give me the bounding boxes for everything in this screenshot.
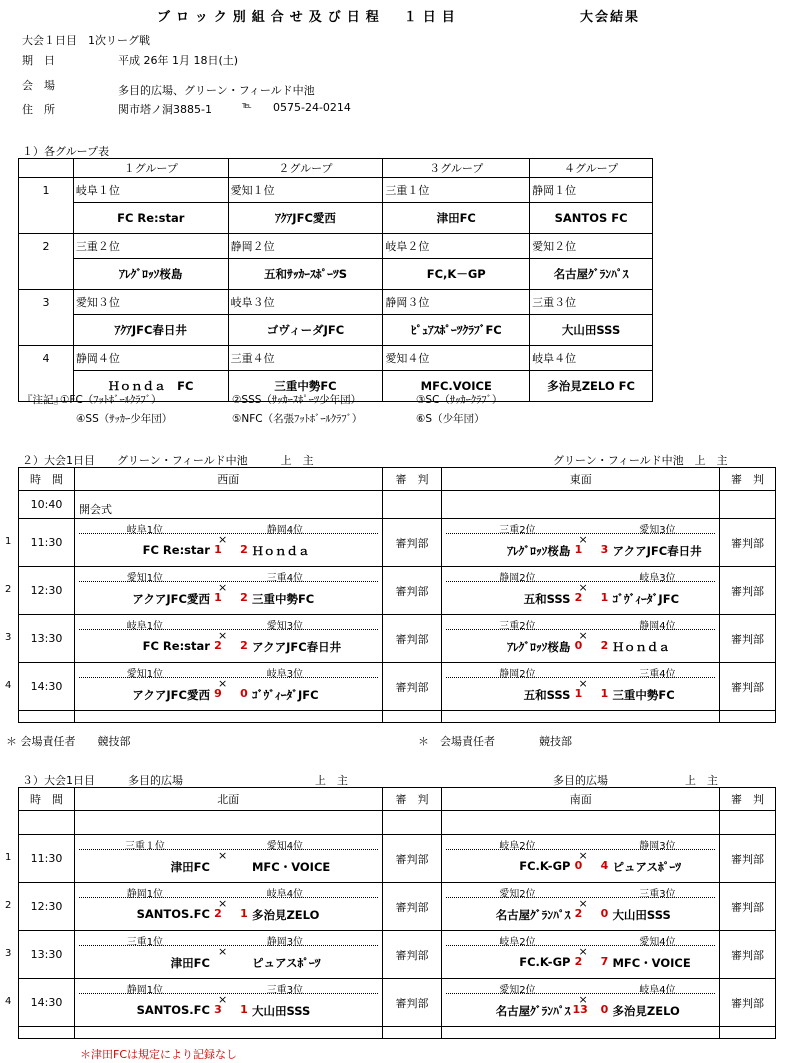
empty-cell: [19, 259, 74, 290]
empty-cell: [442, 1027, 720, 1039]
col-ref-header-2: 審 判: [720, 788, 776, 811]
group-seed: 岐阜４位: [530, 346, 653, 371]
group-team: ｱﾚｸﾞﾛｯｿ桜島: [73, 259, 228, 290]
score-b: 1: [240, 907, 248, 920]
team-a: 名古屋ｸﾞﾗﾝﾊﾟｽ: [495, 1004, 571, 1018]
tournament-line: 大会１日目 1次リーグ戦: [22, 34, 150, 47]
team-a: アクアJFC愛西: [132, 688, 210, 702]
score-a: 0: [574, 859, 583, 872]
seed-b: 三重3位: [639, 889, 676, 900]
match-cell: [75, 979, 382, 1026]
versus-mark: ×: [578, 849, 588, 862]
note-4: ④SS（ｻｯｶｰ少年団）: [76, 413, 173, 425]
seed-a: 三重1位: [126, 937, 164, 948]
score-a: 0: [574, 639, 583, 652]
seed-a: 岐阜2位: [499, 841, 536, 852]
score-a: 3: [214, 1003, 222, 1016]
versus-mark: ×: [578, 897, 588, 910]
seed-b: 静岡4位: [266, 525, 304, 536]
seed-b: 岐阜4位: [639, 985, 676, 996]
venue-label: 会 場: [22, 79, 55, 92]
empty-cell: [19, 315, 74, 346]
col-time-header: 時 間: [19, 788, 75, 811]
match-left: [74, 979, 382, 1027]
empty-cell: [720, 711, 776, 723]
col-ref-header-2: 審 判: [720, 468, 776, 491]
dotted-divider: [79, 677, 378, 678]
empty-cell: [442, 811, 720, 835]
group-seed: 三重１位: [383, 178, 530, 203]
match-right: [442, 883, 720, 931]
referee-left: 審判部: [382, 519, 442, 567]
team-a: SANTOS.FC: [136, 1003, 210, 1017]
seed-a: 静岡1位: [126, 889, 164, 900]
referee-right: 審判部: [720, 979, 776, 1027]
dotted-divider: [79, 993, 378, 994]
group-team: ゴヴィーダJFC: [228, 315, 383, 346]
group-row-number: 2: [19, 234, 74, 259]
referee-right: 審判部: [720, 615, 776, 663]
seed-a: 愛知2位: [499, 889, 536, 900]
section2-title-right: グリーン・フィールド中池 上 主: [553, 454, 728, 467]
match-cell: [442, 663, 719, 710]
versus-mark: ×: [578, 533, 588, 546]
empty-cell: [382, 711, 442, 723]
col-ref-header: 審 判: [382, 468, 442, 491]
tel-value: 0575-24-0214: [273, 101, 351, 114]
match-left: [74, 567, 382, 615]
address-label: 住 所: [22, 103, 55, 116]
tel-label: ℡: [242, 101, 252, 111]
venue-value: 多目的広場、グリーン・フィールド中池: [118, 84, 315, 97]
referee-right: 審判部: [720, 931, 776, 979]
match-time: 13:30: [30, 632, 63, 645]
match-left: [74, 663, 382, 711]
referee-right: 審判部: [720, 835, 776, 883]
match-number: 1: [5, 852, 12, 863]
footnote: ＊津田FCは規定により記録なし: [80, 1048, 238, 1061]
empty-cell: [382, 491, 442, 519]
notes-label: 『注記』: [22, 394, 64, 406]
score-b: 0: [240, 687, 248, 700]
seed-b: 愛知3位: [639, 525, 676, 536]
date-label: 期 日: [22, 54, 55, 67]
note-3: ③SC（ｻｯｶｰｸﾗﾌﾞ）: [416, 394, 503, 406]
match-time-cell: [5, 663, 75, 711]
empty-cell: [19, 1027, 75, 1039]
note-5: ⑤NFC（名張ﾌｯﾄﾎﾞｰﾙｸﾗﾌﾞ）: [232, 413, 363, 425]
referee-left: 審判部: [382, 567, 442, 615]
section3-title: ３）大会1日目 多目的広場 上 主: [22, 774, 348, 787]
note-6: ⑥S（少年団）: [416, 413, 485, 425]
match-number: 1: [5, 536, 12, 547]
seed-b: 岐阜3位: [266, 669, 304, 680]
group-team: MFC.VOICE: [383, 371, 530, 402]
match-number: 2: [5, 584, 12, 595]
match-cell: [75, 663, 382, 710]
score-a: 1: [574, 543, 583, 556]
team-a: 名古屋ｸﾞﾗﾝﾊﾟｽ: [495, 908, 571, 922]
group-row-number: 4: [19, 346, 74, 371]
group-seed: 静岡１位: [530, 178, 653, 203]
seed-a: 愛知1位: [126, 573, 164, 584]
empty-cell: [720, 811, 776, 835]
referee-left: 審判部: [382, 931, 442, 979]
empty-cell: [442, 711, 720, 723]
match-left: [74, 835, 382, 883]
col-ref-header: 審 判: [382, 788, 442, 811]
group-table: [18, 158, 653, 402]
match-number: 4: [5, 996, 12, 1007]
score-b: 0: [600, 1003, 609, 1016]
score-b: 2: [240, 639, 248, 652]
match-right: [442, 931, 720, 979]
match-time: 13:30: [30, 948, 63, 961]
team-b: 多治見ZELO: [612, 1004, 680, 1018]
seed-b: 愛知4位: [266, 841, 304, 852]
empty-cell: [74, 711, 382, 723]
team-b: アクアJFC春日井: [251, 640, 342, 654]
group-team: FC Re:star: [73, 203, 228, 234]
referee-right: 審判部: [720, 883, 776, 931]
referee-right: 審判部: [720, 663, 776, 711]
opening-time: 10:40: [19, 491, 75, 519]
referee-right: 審判部: [720, 519, 776, 567]
team-b: 三重中勢FC: [251, 592, 315, 606]
team-b: Ｈｏｎｄａ: [251, 544, 310, 558]
group-team: 津田FC: [383, 203, 530, 234]
match-time: 14:30: [30, 996, 63, 1009]
team-b: Ｈｏｎｄａ: [612, 640, 670, 654]
score-b: 0: [600, 907, 609, 920]
versus-mark: ×: [217, 849, 228, 862]
match-right: [442, 979, 720, 1027]
group-team: ﾋﾟｭｱｽﾎﾟｰﾂｸﾗﾌﾞFC: [383, 315, 530, 346]
team-b: ｺﾞｳﾞｨｰﾀﾞJFC: [612, 592, 680, 606]
col-west-header: 西面: [74, 468, 382, 491]
groups-title: １）各グループ表: [22, 145, 110, 158]
match-time: 11:30: [30, 852, 63, 865]
venue-manager-right: ＊ 会場責任者 競技部: [418, 735, 572, 748]
team-b: 多治見ZELO: [251, 908, 320, 922]
empty-cell: [720, 491, 776, 519]
team-a: FC Re:star: [142, 543, 210, 557]
versus-mark: ×: [217, 897, 228, 910]
referee-left: 審判部: [382, 663, 442, 711]
group-team: 多治見ZELO FC: [530, 371, 653, 402]
group-seed: 愛知３位: [73, 290, 228, 315]
empty-cell: [382, 1027, 442, 1039]
match-time: 12:30: [30, 584, 63, 597]
match-right: [442, 519, 720, 567]
match-cell: [442, 567, 719, 614]
match-cell: [75, 567, 382, 614]
address-value: 関市塔ノ洞3885-1: [118, 103, 212, 116]
seed-a: 愛知2位: [499, 985, 536, 996]
group-team: FC,K－GP: [383, 259, 530, 290]
match-left: [74, 615, 382, 663]
match-time-cell: [5, 615, 75, 663]
team-a: アクアJFC愛西: [132, 592, 210, 606]
seed-a: 岐阜1位: [126, 621, 164, 632]
match-cell: [75, 931, 382, 978]
score-b: 4: [600, 859, 609, 872]
score-b: 1: [600, 687, 609, 700]
team-a: 五和SSS: [523, 592, 571, 606]
score-a: 1: [214, 543, 222, 556]
team-a: FC Re:star: [142, 639, 210, 653]
dotted-divider: [79, 897, 378, 898]
group-seed: 愛知２位: [530, 234, 653, 259]
group-seed: 愛知４位: [383, 346, 530, 371]
seed-a: 愛知1位: [126, 669, 164, 680]
seed-a: 三重１位: [124, 841, 165, 852]
group-seed: 三重３位: [530, 290, 653, 315]
group-team: 五和ｻｯｶｰｽﾎﾟｰﾂS: [228, 259, 383, 290]
match-cell: [442, 931, 719, 978]
score-a: 2: [574, 591, 583, 604]
match-cell: [75, 615, 382, 662]
seed-a: 静岡1位: [126, 985, 164, 996]
team-b: MFC・VOICE: [612, 956, 691, 970]
score-b: 1: [240, 1003, 248, 1016]
match-number: 4: [5, 680, 12, 691]
team-b: ピュアスﾎﾟｰﾂ: [612, 860, 681, 874]
referee-left: 審判部: [382, 979, 442, 1027]
match-cell: [442, 979, 719, 1026]
match-time-cell: [5, 931, 75, 979]
group-seed: 静岡３位: [383, 290, 530, 315]
match-right: [442, 567, 720, 615]
seed-b: 静岡4位: [639, 621, 676, 632]
empty-cell: [382, 811, 442, 835]
seed-b: 岐阜3位: [639, 573, 676, 584]
page-title: ブロック別組合せ及び日程 １日目: [157, 10, 461, 25]
match-time: 12:30: [30, 900, 63, 913]
match-time-cell: [5, 979, 75, 1027]
section3-title-right: 多目的広場 上 主: [553, 774, 718, 787]
group-header-3: ３グループ: [383, 159, 530, 178]
match-time-cell: [5, 835, 75, 883]
note-2: ②SSS（ｻｯｶｰｽﾎﾟｰﾂ少年団）: [232, 394, 362, 406]
versus-mark: ×: [578, 629, 588, 642]
team-a: ｱﾚｸﾞﾛｯｿ桜島: [507, 544, 571, 558]
seed-a: 静岡2位: [499, 669, 536, 680]
group-row-number: 3: [19, 290, 74, 315]
score-b: 2: [240, 591, 248, 604]
score-a: 13: [572, 1003, 588, 1016]
date-value: 平成 26年 1月 18日(土): [118, 54, 239, 67]
team-b: MFC・VOICE: [251, 860, 331, 874]
team-b: 大山田SSS: [612, 908, 671, 922]
empty-cell: [720, 1027, 776, 1039]
team-b: ピュアスﾎﾟｰﾂ: [251, 956, 321, 970]
result-title: 大会結果: [580, 10, 641, 25]
versus-mark: ×: [217, 581, 228, 594]
versus-mark: ×: [217, 629, 228, 642]
empty-cell: [442, 491, 720, 519]
match-left: [74, 519, 382, 567]
col-east-header: 東面: [442, 468, 720, 491]
match-number: 3: [5, 632, 12, 643]
seed-a: 三重2位: [499, 621, 536, 632]
match-time: 11:30: [30, 536, 63, 549]
seed-b: 岐阜4位: [266, 889, 304, 900]
match-time-cell: [5, 519, 75, 567]
dotted-divider: [79, 581, 378, 582]
team-a: SANTOS.FC: [136, 907, 210, 921]
match-number: 3: [5, 948, 12, 959]
dotted-divider: [79, 629, 378, 630]
seed-b: 静岡3位: [266, 937, 304, 948]
score-a: 2: [574, 907, 583, 920]
score-a: 1: [214, 591, 222, 604]
versus-mark: ×: [217, 945, 228, 958]
match-cell: [442, 835, 719, 882]
group-seed: 三重４位: [228, 346, 383, 371]
team-b: アクアJFC春日井: [612, 544, 702, 558]
team-b: 三重中勢FC: [612, 688, 675, 702]
referee-left: 審判部: [382, 835, 442, 883]
versus-mark: ×: [578, 581, 588, 594]
team-b: ｺﾞｳﾞｨｰﾀﾞJFC: [251, 688, 319, 702]
note-1: ①FC（ﾌｯﾄﾎﾞｰﾙｸﾗﾌﾞ）: [60, 394, 162, 406]
group-seed: 静岡４位: [73, 346, 228, 371]
group-team: ｱｸｱJFC春日井: [73, 315, 228, 346]
match-right: [442, 835, 720, 883]
score-a: 9: [214, 687, 222, 700]
versus-mark: ×: [578, 677, 588, 690]
seed-b: 三重3位: [266, 985, 304, 996]
section2-title: ２）大会1日目 グリーン・フィールド中池 上 主: [22, 454, 314, 467]
seed-b: 静岡3位: [639, 841, 676, 852]
match-time-cell: [5, 883, 75, 931]
seed-a: 岐阜2位: [499, 937, 536, 948]
dotted-divider: [79, 945, 378, 946]
dotted-divider: [79, 849, 378, 850]
schedule-table-green: [5, 467, 776, 723]
opening-label: 開会式: [74, 491, 382, 519]
seed-b: 三重4位: [639, 669, 676, 680]
referee-left: 審判部: [382, 615, 442, 663]
match-time: 14:30: [30, 680, 63, 693]
empty-cell: [74, 1027, 382, 1039]
empty-cell: [19, 811, 75, 835]
match-cell: [442, 883, 719, 930]
group-team: 大山田SSS: [530, 315, 653, 346]
seed-a: 三重2位: [499, 525, 536, 536]
score-a: 2: [214, 907, 222, 920]
group-seed: 岐阜３位: [228, 290, 383, 315]
group-header-1: １グループ: [73, 159, 228, 178]
versus-mark: ×: [578, 993, 588, 1006]
group-seed: 愛知１位: [228, 178, 383, 203]
team-a: 津田FC: [170, 860, 210, 874]
col-south-header: 南面: [442, 788, 720, 811]
match-left: [74, 931, 382, 979]
group-corner: [19, 159, 74, 178]
match-right: [442, 615, 720, 663]
group-team: SANTOS FC: [530, 203, 653, 234]
group-seed: 岐阜２位: [383, 234, 530, 259]
col-north-header: 北面: [74, 788, 382, 811]
match-left: [74, 883, 382, 931]
match-cell: [75, 835, 382, 882]
versus-mark: ×: [217, 677, 228, 690]
versus-mark: ×: [217, 993, 228, 1006]
referee-left: 審判部: [382, 883, 442, 931]
score-b: 2: [600, 639, 609, 652]
group-header-2: ２グループ: [228, 159, 383, 178]
score-b: 3: [600, 543, 609, 556]
score-b: 2: [240, 543, 248, 556]
group-team: Ｈｏｎｄａ FC: [73, 371, 228, 402]
match-right: [442, 663, 720, 711]
score-a: 2: [214, 639, 222, 652]
seed-b: 三重4位: [266, 573, 304, 584]
match-cell: [75, 519, 382, 566]
group-header-4: ４グループ: [530, 159, 653, 178]
match-time-cell: [5, 567, 75, 615]
group-team: 名古屋ｸﾞﾗﾝﾊﾟｽ: [530, 259, 653, 290]
schedule-table-multi: [5, 787, 776, 1039]
score-a: 1: [574, 687, 583, 700]
seed-b: 愛知3位: [266, 621, 304, 632]
match-cell: [442, 519, 719, 566]
team-a: FC.K-GP: [519, 859, 571, 873]
team-a: 五和SSS: [523, 688, 571, 702]
empty-cell: [19, 203, 74, 234]
dotted-divider: [79, 533, 378, 534]
referee-right: 審判部: [720, 567, 776, 615]
score-b: 7: [600, 955, 609, 968]
col-time-header: 時 間: [19, 468, 75, 491]
score-a: 2: [574, 955, 583, 968]
venue-manager-left: ＊ 会場責任者 競技部: [6, 735, 131, 748]
seed-b: 愛知4位: [639, 937, 676, 948]
group-row-number: 1: [19, 178, 74, 203]
group-seed: 三重２位: [73, 234, 228, 259]
versus-mark: ×: [217, 533, 228, 546]
match-cell: [75, 883, 382, 930]
versus-mark: ×: [578, 945, 588, 958]
group-seed: 静岡２位: [228, 234, 383, 259]
match-cell: [442, 615, 719, 662]
team-a: 津田FC: [170, 956, 210, 970]
group-team: 三重中勢FC: [228, 371, 383, 402]
team-a: ｱﾚｸﾞﾛｯｿ桜島: [507, 640, 571, 654]
group-team: ｱｸｱJFC愛西: [228, 203, 383, 234]
empty-cell: [74, 811, 382, 835]
seed-a: 岐阜1位: [126, 525, 164, 536]
score-b: 1: [600, 591, 609, 604]
empty-cell: [19, 711, 75, 723]
team-b: 大山田SSS: [251, 1004, 311, 1018]
seed-a: 静岡2位: [499, 573, 536, 584]
team-a: FC.K-GP: [519, 955, 571, 969]
group-seed: 岐阜１位: [73, 178, 228, 203]
match-number: 2: [5, 900, 12, 911]
